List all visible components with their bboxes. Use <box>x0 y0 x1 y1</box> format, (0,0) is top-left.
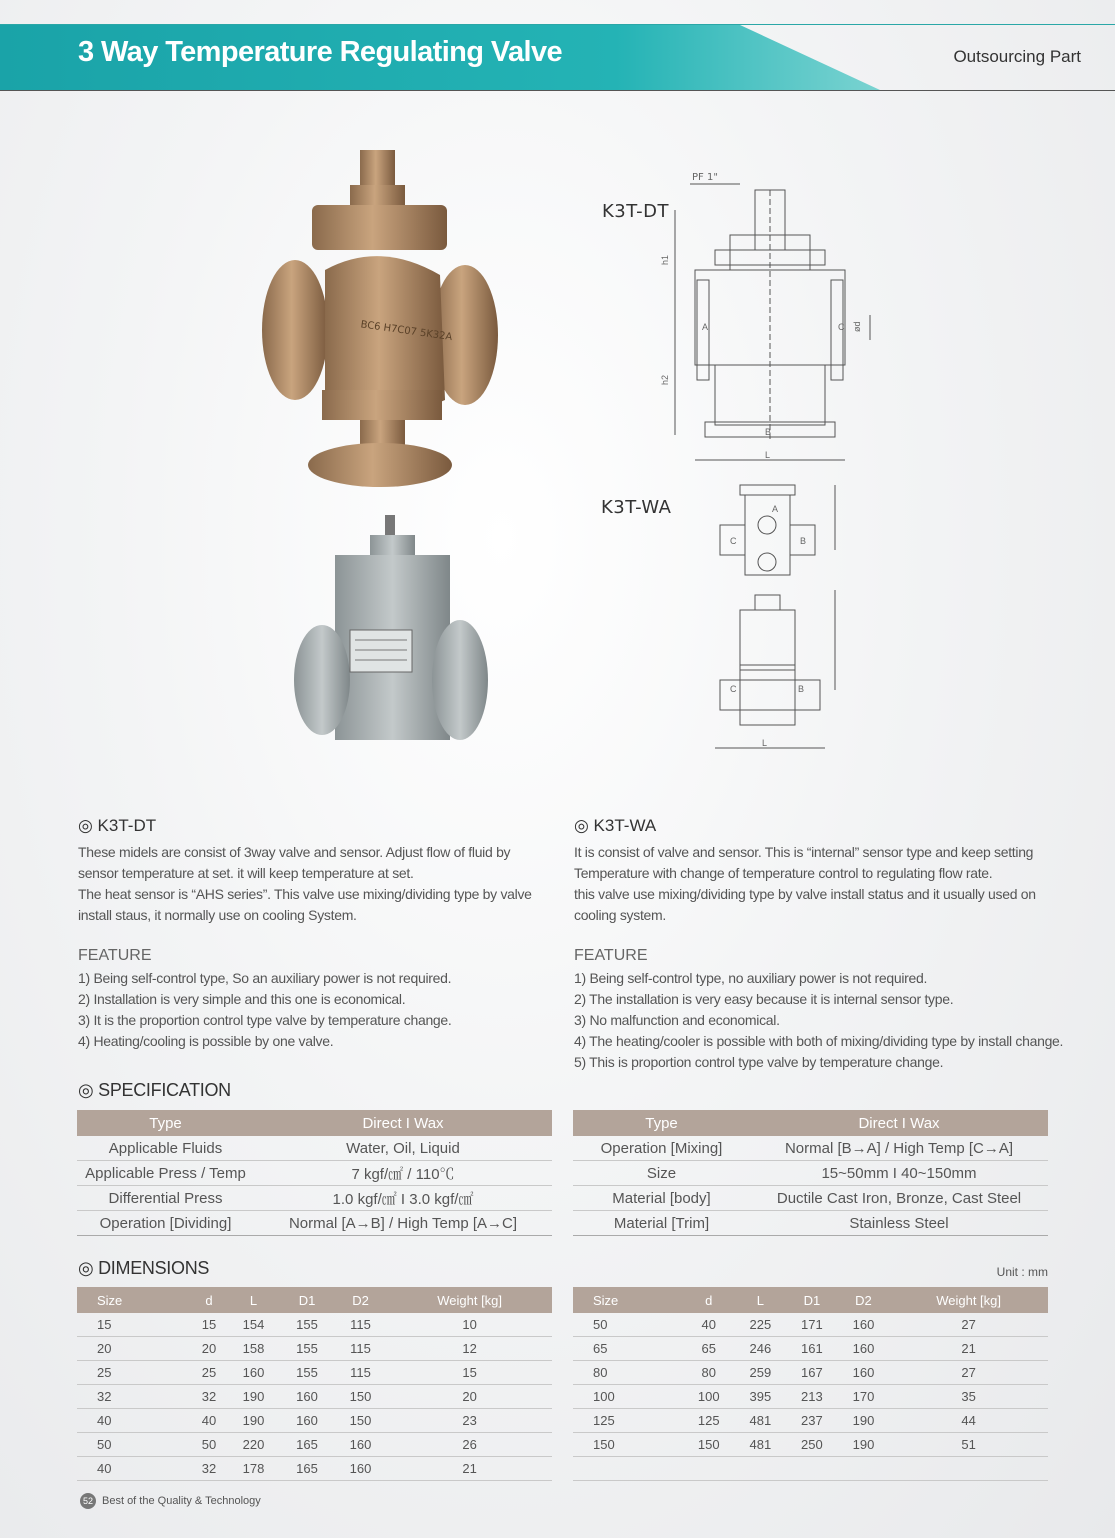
table-row: Material [Trim] Stainless Steel <box>573 1211 1048 1236</box>
table-cell: 213 <box>786 1385 838 1409</box>
list-item: 5) This is proportion control type valve by temperature change. <box>574 1054 944 1070</box>
table-cell: 160 <box>334 1457 388 1481</box>
table-row <box>573 1409 1048 1433</box>
svg-text:B: B <box>798 684 805 694</box>
table-cell: 155 <box>280 1361 334 1385</box>
table-cell: 10 <box>387 1313 552 1337</box>
table-cell: 125 <box>683 1409 735 1433</box>
k3t-dt-description: These midels are consist of 3way valve and sensor. Adjust flow of fluid by sensor temperature at set. it will keep temperature at set. The heat sensor is “AHS series”. This valve use mixing/dividing type by valve install staus, it normally use on cooling System. <box>78 844 532 923</box>
table-cell: 40 <box>191 1409 227 1433</box>
list-item: 4) Heating/cooling is possible by one valve. <box>78 1033 334 1049</box>
table-row <box>77 1361 552 1385</box>
table-cell: 51 <box>889 1433 1048 1457</box>
svg-text:PF 1": PF 1" <box>692 172 718 183</box>
svg-text:h1: h1 <box>660 254 670 265</box>
table-cell: 150 <box>334 1385 388 1409</box>
svg-text:A: A <box>772 504 779 514</box>
table-cell: 171 <box>786 1313 838 1337</box>
table-cell: 21 <box>889 1337 1048 1361</box>
page-number: 52 <box>80 1493 96 1509</box>
table-cell: 190 <box>227 1409 281 1433</box>
table-header-row: Size d L D1 D2 Weight [kg] <box>77 1287 552 1313</box>
list-item: 1) Being self-control type, So an auxiliary power is not required. <box>78 970 452 986</box>
table-cell: 150 <box>573 1433 683 1457</box>
table-row <box>77 1385 552 1409</box>
svg-text:BC6 H7C07 5K32A: BC6 H7C07 5K32A <box>359 319 453 344</box>
table-cell: 15 <box>77 1313 191 1337</box>
table-cell: 395 <box>735 1385 787 1409</box>
list-item: 2) The installation is very easy because it is internal sensor type. <box>574 991 954 1007</box>
valve-photos <box>250 140 510 760</box>
table-cell: 158 <box>227 1337 281 1361</box>
table-row: Operation [Mixing] Normal [B→A] / High Temp [C→A] <box>573 1136 1048 1161</box>
table-cell: 44 <box>889 1409 1048 1433</box>
table-cell: 20 <box>191 1337 227 1361</box>
table-cell: 246 <box>735 1337 787 1361</box>
table-cell: 40 <box>77 1409 191 1433</box>
table-cell: 154 <box>227 1313 281 1337</box>
table-cell: 155 <box>280 1337 334 1361</box>
table-header-row: Type Direct I Wax <box>77 1110 552 1136</box>
table-row: Operation [Dividing] Normal [A→B] / High Temp [A→C] <box>77 1211 552 1236</box>
table-cell: 160 <box>280 1409 334 1433</box>
table-row: Applicable Fluids Water, Oil, Liquid <box>77 1136 552 1161</box>
table-cell <box>573 1457 683 1481</box>
table-row: Applicable Press / Temp 7 kgf/㎠ / 110℃ <box>77 1161 552 1186</box>
section-label: Outsourcing Part <box>953 47 1081 66</box>
k3t-wa-description: It is consist of valve and sensor. This is “internal” sensor type and keep setting Temperature with change of temperature control to regulating flow rate. this valve use mixing/dividing type by valve install status and it usually used on cooling system. <box>574 844 1036 923</box>
k3t-dt-feature-heading: FEATURE <box>78 947 152 964</box>
table-row <box>77 1457 552 1481</box>
table-cell: 481 <box>735 1409 787 1433</box>
table-row <box>573 1313 1048 1337</box>
list-item: 3) It is the proportion control type valve by temperature change. <box>78 1012 452 1028</box>
footer <box>80 1493 261 1509</box>
table-cell: 178 <box>227 1457 281 1481</box>
table-header-row: Size d L D1 D2 Weight [kg] <box>573 1287 1048 1313</box>
table-cell: 32 <box>191 1457 227 1481</box>
table-cell: 225 <box>735 1313 787 1337</box>
k3t-wa-drawing <box>700 480 850 760</box>
footer-tagline: Best of the Quality & Technology <box>102 1494 261 1507</box>
table-header-row: Type Direct I Wax <box>573 1110 1048 1136</box>
table-cell: 190 <box>838 1433 890 1457</box>
dimensions-heading: ◎ DIMENSIONS <box>78 1258 210 1278</box>
svg-text:L: L <box>765 450 771 460</box>
table-cell: 115 <box>334 1337 388 1361</box>
unit-label: Unit : mm <box>996 1265 1048 1279</box>
table-cell <box>735 1457 787 1481</box>
k3t-wa-heading: ◎ K3T-WA <box>574 816 657 835</box>
svg-text:h2: h2 <box>660 374 670 385</box>
k3t-wa-feature-heading: FEATURE <box>574 947 648 964</box>
table-cell: 15 <box>191 1313 227 1337</box>
table-row <box>77 1337 552 1361</box>
table-row <box>77 1433 552 1457</box>
table-cell: 40 <box>77 1457 191 1481</box>
header-top-line <box>0 24 1115 25</box>
table-row <box>573 1457 1048 1481</box>
svg-text:C: C <box>730 536 737 546</box>
table-cell: 481 <box>735 1433 787 1457</box>
table-cell: 65 <box>573 1337 683 1361</box>
table-cell: 161 <box>786 1337 838 1361</box>
dimensions-left-body <box>77 1313 552 1481</box>
spec-table-right <box>573 1110 1048 1236</box>
table-cell: 115 <box>334 1361 388 1385</box>
table-cell: 20 <box>387 1385 552 1409</box>
diagram-label-dt: K3T-DT <box>602 201 669 222</box>
table-cell <box>838 1457 890 1481</box>
table-cell: 125 <box>573 1409 683 1433</box>
table-cell: 259 <box>735 1361 787 1385</box>
svg-text:ød: ød <box>852 321 862 332</box>
list-item: 2) Installation is very simple and this one is economical. <box>78 991 406 1007</box>
table-cell: 21 <box>387 1457 552 1481</box>
table-cell: 165 <box>280 1433 334 1457</box>
table-cell: 160 <box>280 1385 334 1409</box>
table-cell: 40 <box>683 1313 735 1337</box>
table-cell: 27 <box>889 1361 1048 1385</box>
table-cell: 155 <box>280 1313 334 1337</box>
table-row <box>573 1385 1048 1409</box>
table-cell: 190 <box>838 1409 890 1433</box>
k3t-wa-features <box>574 968 1104 1073</box>
table-cell: 150 <box>683 1433 735 1457</box>
bronze-valve-photo <box>262 150 498 487</box>
table-cell: 160 <box>838 1337 890 1361</box>
table-cell: 165 <box>280 1457 334 1481</box>
table-cell: 20 <box>77 1337 191 1361</box>
table-cell: 32 <box>191 1385 227 1409</box>
svg-text:A: A <box>702 322 709 332</box>
list-item: 1) Being self-control type, no auxiliary power is not required. <box>574 970 928 986</box>
table-row <box>573 1433 1048 1457</box>
table-cell: 160 <box>838 1313 890 1337</box>
diagram-label-wa: K3T-WA <box>601 497 672 518</box>
table-cell: 190 <box>227 1385 281 1409</box>
table-cell: 25 <box>77 1361 191 1385</box>
svg-text:B: B <box>765 427 772 437</box>
table-cell <box>889 1457 1048 1481</box>
table-cell: 32 <box>77 1385 191 1409</box>
table-cell: 15 <box>387 1361 552 1385</box>
table-cell: 167 <box>786 1361 838 1385</box>
dimensions-right-body <box>573 1313 1048 1481</box>
dimensions-table-left <box>77 1287 552 1481</box>
table-cell: 250 <box>786 1433 838 1457</box>
k3t-dt-heading: ◎ K3T-DT <box>78 816 157 835</box>
table-row <box>77 1313 552 1337</box>
table-row: Material [body] Ductile Cast Iron, Bronze, Cast Steel <box>573 1186 1048 1211</box>
table-cell: 25 <box>191 1361 227 1385</box>
k3t-dt-features <box>78 968 558 1052</box>
grey-sensor-valve-photo <box>294 515 488 740</box>
spec-table-left <box>77 1110 552 1236</box>
list-item: 3) No malfunction and economical. <box>574 1012 780 1028</box>
table-cell: 35 <box>889 1385 1048 1409</box>
table-cell: 170 <box>838 1385 890 1409</box>
table-cell: 26 <box>387 1433 552 1457</box>
table-cell: 100 <box>683 1385 735 1409</box>
table-cell <box>683 1457 735 1481</box>
table-row <box>573 1337 1048 1361</box>
table-cell: 27 <box>889 1313 1048 1337</box>
table-cell: 150 <box>334 1409 388 1433</box>
svg-text:B: B <box>800 536 807 546</box>
specification-heading: ◎ SPECIFICATION <box>78 1080 231 1100</box>
table-cell: 80 <box>573 1361 683 1385</box>
table-cell: 80 <box>683 1361 735 1385</box>
table-cell: 220 <box>227 1433 281 1457</box>
table-cell: 160 <box>334 1433 388 1457</box>
table-cell: 115 <box>334 1313 388 1337</box>
table-row <box>77 1409 552 1433</box>
table-row: Differential Press 1.0 kgf/㎠ I 3.0 kgf/㎠ <box>77 1186 552 1211</box>
svg-text:L: L <box>762 738 768 748</box>
table-cell <box>786 1457 838 1481</box>
dimensions-table-right <box>573 1287 1048 1481</box>
svg-text:C: C <box>838 322 845 332</box>
page-title: 3 Way Temperature Regulating Valve <box>78 36 563 68</box>
table-cell: 50 <box>77 1433 191 1457</box>
table-cell: 50 <box>573 1313 683 1337</box>
svg-text:C: C <box>730 684 737 694</box>
table-row <box>573 1361 1048 1385</box>
header-bottom-line <box>0 90 1115 91</box>
table-cell: 100 <box>573 1385 683 1409</box>
list-item: 4) The heating/cooler is possible with both of mixing/dividing type by install change. <box>574 1033 1064 1049</box>
table-cell: 160 <box>838 1361 890 1385</box>
table-cell: 65 <box>683 1337 735 1361</box>
table-row: Size 15~50mm I 40~150mm <box>573 1161 1048 1186</box>
table-cell: 12 <box>387 1337 552 1361</box>
k3t-dt-drawing <box>660 160 880 470</box>
table-cell: 50 <box>191 1433 227 1457</box>
table-cell: 160 <box>227 1361 281 1385</box>
table-cell: 23 <box>387 1409 552 1433</box>
table-cell: 237 <box>786 1409 838 1433</box>
